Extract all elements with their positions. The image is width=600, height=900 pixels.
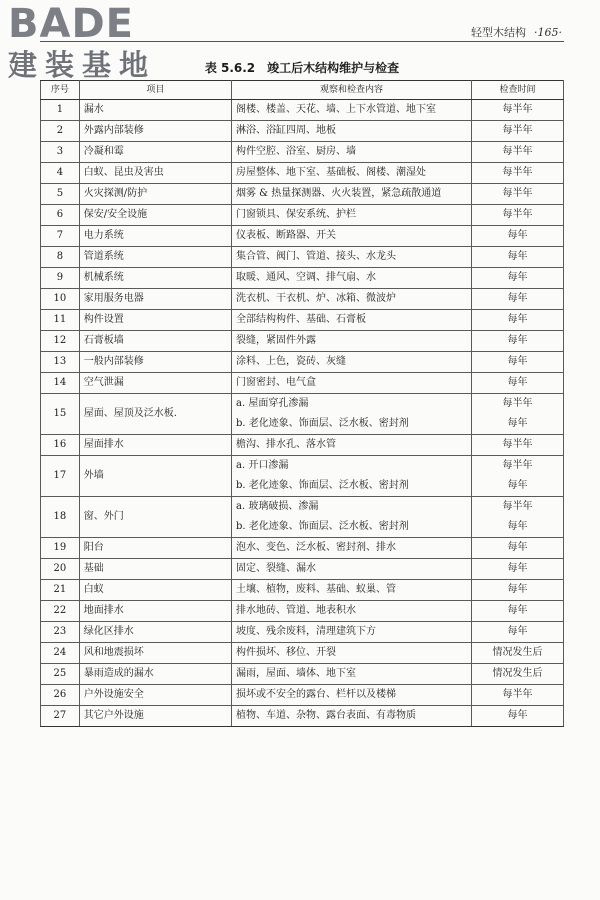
row-time [472,559,564,580]
row-content [232,706,472,727]
table-row [41,664,564,685]
content-line: 全部结构构件、基础、石膏板 [236,314,366,325]
row-number: 1 [41,100,80,121]
row-time [472,226,564,247]
table-row [41,706,564,727]
time-line: 情况发生后 [492,668,543,679]
row-content [232,226,472,247]
row-number: 15 [41,394,80,435]
content-line: 仪表板、断路器、开关 [236,230,336,241]
table-row [41,456,564,497]
row-content [232,664,472,685]
row-time [472,268,564,289]
time-line: 每年 [507,584,528,595]
row-number: 2 [41,121,80,142]
row-time [472,373,564,394]
row-content [232,622,472,643]
row-item: 屋面、屋顶及泛水板. [79,394,231,435]
row-time [472,538,564,559]
row-content [232,121,472,142]
time-line: 每年 [507,626,528,637]
row-item: 火灾探测/防护 [79,184,231,205]
row-time [472,456,564,497]
time-line: 每半年 [502,125,533,136]
table-row [41,394,564,435]
row-content [232,247,472,268]
table-row [41,289,564,310]
row-number: 16 [41,435,80,456]
time-line: 每年 [507,230,528,241]
content-line: 涂料、上色，瓷砖、灰缝 [236,356,346,367]
row-number: 19 [41,538,80,559]
content-line: 构件损坏、移位、开裂 [236,647,336,658]
col-header-content: 观察和检查内容 [232,81,472,100]
logo-chinese: 建装基地 [8,48,157,82]
running-header [471,24,562,40]
table-header-row [41,81,564,100]
content-line: b. 老化迹象、饰面层、泛水板、密封剂 [236,521,409,532]
content-line: 取暖、通风、空调、排气扇、水 [236,272,376,283]
row-time [472,247,564,268]
time-line: 每半年 [502,439,533,450]
time-line: 每半年 [502,146,533,157]
row-number: 3 [41,142,80,163]
content-line: 烟雾 & 热量探测器、火火装置，紧急疏散通道 [236,188,442,199]
row-number: 10 [41,289,80,310]
row-time [472,163,564,184]
row-content [232,310,472,331]
row-item: 暴雨造成的漏水 [79,664,231,685]
table-row [41,226,564,247]
table-row [41,435,564,456]
content-line: 檐沟、排水孔、落水管 [236,439,336,450]
time-line: 每半年 [502,188,533,199]
time-line: 每年 [507,356,528,367]
row-item: 屋面排水 [79,435,231,456]
row-content [232,456,472,497]
row-item: 地面排水 [79,601,231,622]
content-line: b. 老化迹象、饰面层、泛水板、密封剂 [236,418,409,429]
row-time [472,664,564,685]
row-content [232,497,472,538]
row-item: 空气泄漏 [79,373,231,394]
time-line: 每年 [507,605,528,616]
content-line: 损坏或不安全的露台、栏杆以及楼梯 [236,689,396,700]
row-time [472,435,564,456]
row-item: 外露内部装修 [79,121,231,142]
row-time [472,184,564,205]
table-row [41,643,564,664]
time-line: 每年 [507,314,528,325]
row-content [232,331,472,352]
row-content [232,142,472,163]
time-line: 每半年 [502,167,533,178]
row-item: 风和地震损坏 [79,643,231,664]
time-line: 每年 [507,418,528,429]
content-line: 集合管、阀门、管道、接头、水龙头 [236,251,396,262]
row-number: 14 [41,373,80,394]
table-body [41,100,564,727]
row-item: 白蚁 [79,580,231,601]
row-time [472,289,564,310]
table-row [41,247,564,268]
row-content [232,352,472,373]
time-line: 每半年 [502,501,533,512]
table-row [41,497,564,538]
col-header-time: 检查时间 [472,81,564,100]
row-content [232,100,472,121]
table-row [41,601,564,622]
table-row [41,373,564,394]
time-line: 每半年 [502,398,533,409]
content-line: 房屋整体、地下室、基础板、阁楼、潮湿处 [236,167,426,178]
row-content [232,373,472,394]
time-line: 每半年 [502,689,533,700]
content-line: 漏雨，屋面、墙体、地下室 [236,668,356,679]
row-item: 基础 [79,559,231,580]
row-time [472,352,564,373]
row-number: 13 [41,352,80,373]
row-content [232,538,472,559]
table-row [41,352,564,373]
row-item: 管道系统 [79,247,231,268]
row-number: 6 [41,205,80,226]
table-row [41,205,564,226]
table-row [41,331,564,352]
row-time [472,310,564,331]
row-number: 23 [41,622,80,643]
row-number: 7 [41,226,80,247]
table-row [41,121,564,142]
row-number: 8 [41,247,80,268]
table-row [41,268,564,289]
row-time [472,142,564,163]
content-line: 洗衣机、干衣机、炉、冰箱、微波炉 [236,293,396,304]
row-content [232,435,472,456]
row-item: 绿化区排水 [79,622,231,643]
row-item: 电力系统 [79,226,231,247]
content-line: 门窗锁具、保安系统、护栏 [236,209,356,220]
row-number: 21 [41,580,80,601]
row-number: 11 [41,310,80,331]
content-line: a. 玻璃破损、渗漏 [236,501,319,512]
row-time [472,580,564,601]
time-line: 每年 [507,480,528,491]
content-line: 坡度、残余废料，清理建筑下方 [236,626,376,637]
row-number: 5 [41,184,80,205]
table-row [41,142,564,163]
row-content [232,643,472,664]
row-content [232,289,472,310]
table-row [41,538,564,559]
time-line: 每年 [507,251,528,262]
table-row [41,622,564,643]
content-line: a. 开口渗漏 [236,460,289,471]
row-content [232,601,472,622]
row-number: 22 [41,601,80,622]
logo-wordmark: BADE [8,1,134,47]
table-row [41,310,564,331]
row-item: 阳台 [79,538,231,559]
row-item: 一般内部装修 [79,352,231,373]
row-time [472,331,564,352]
row-time [472,394,564,435]
content-line: 阁楼、楼盖、天花、墙、上下水管道、地下室 [236,104,436,115]
row-item: 机械系统 [79,268,231,289]
content-line: b. 老化迹象、饰面层、泛水板、密封剂 [236,480,409,491]
row-item: 漏水 [79,100,231,121]
time-line: 每年 [507,542,528,553]
time-line: 每年 [507,272,528,283]
time-line: 情况发生后 [492,647,543,658]
content-line: 构件空腔、浴室、厨房、墙 [236,146,356,157]
row-item: 冷凝和霉 [79,142,231,163]
row-number: 20 [41,559,80,580]
col-header-num: 序号 [41,81,80,100]
row-item: 其它户外设施 [79,706,231,727]
table-row [41,685,564,706]
content-line: 固定、裂缝、漏水 [236,563,316,574]
row-content [232,205,472,226]
row-item: 白蚁、昆虫及害虫 [79,163,231,184]
time-line: 每年 [507,521,528,532]
row-item: 家用服务电器 [79,289,231,310]
time-line: 每年 [507,293,528,304]
row-content [232,184,472,205]
row-time [472,100,564,121]
row-number: 9 [41,268,80,289]
row-content [232,394,472,435]
row-time [472,685,564,706]
row-number: 24 [41,643,80,664]
row-number: 12 [41,331,80,352]
time-line: 每半年 [502,104,533,115]
header-rule [40,41,564,42]
row-content [232,268,472,289]
row-time [472,706,564,727]
row-time [472,622,564,643]
row-time [472,601,564,622]
content-line: 淋浴、浴缸四周、地板 [236,125,336,136]
row-item: 构件设置 [79,310,231,331]
row-content [232,685,472,706]
row-number: 27 [41,706,80,727]
row-number: 4 [41,163,80,184]
table-title: 表 5.6.2 竣工后木结构维护与检查 [204,61,400,75]
content-line: 门窗密封、电气盒 [236,377,316,388]
content-line: 土壤、植物，废料、基础、蚁巢、管 [236,584,396,595]
row-content [232,580,472,601]
time-line: 每半年 [502,460,533,471]
content-line: a. 屋面穿孔渗漏 [236,398,309,409]
table-row [41,100,564,121]
row-number: 17 [41,456,80,497]
row-number: 25 [41,664,80,685]
row-time [472,205,564,226]
maintenance-table [40,80,564,727]
row-content [232,163,472,184]
time-line: 每半年 [502,209,533,220]
row-item: 户外设施安全 [79,685,231,706]
row-content [232,559,472,580]
row-item: 外墙 [79,456,231,497]
table-row [41,559,564,580]
row-time [472,121,564,142]
time-line: 每年 [507,563,528,574]
time-line: 每年 [507,377,528,388]
row-time [472,643,564,664]
table-row [41,163,564,184]
row-time [472,497,564,538]
row-number: 26 [41,685,80,706]
row-item: 石膏板墙 [79,331,231,352]
content-line: 排水地砖、管道、地表积水 [236,605,356,616]
time-line: 每年 [507,710,528,721]
table-row [41,184,564,205]
content-line: 裂缝，紧固件外露 [236,335,316,346]
table-row [41,580,564,601]
page-number: ·165· [534,26,562,39]
section-title: 轻型木结构 [471,26,526,39]
content-line: 泡水、变色、泛水板、密封剂、排水 [236,542,396,553]
row-number: 18 [41,497,80,538]
time-line: 每年 [507,335,528,346]
row-item: 窗、外门 [79,497,231,538]
col-header-item: 项目 [79,81,231,100]
content-line: 植物、车道、杂物、露台表面、有毒物质 [236,710,416,721]
row-item: 保安/安全设施 [79,205,231,226]
